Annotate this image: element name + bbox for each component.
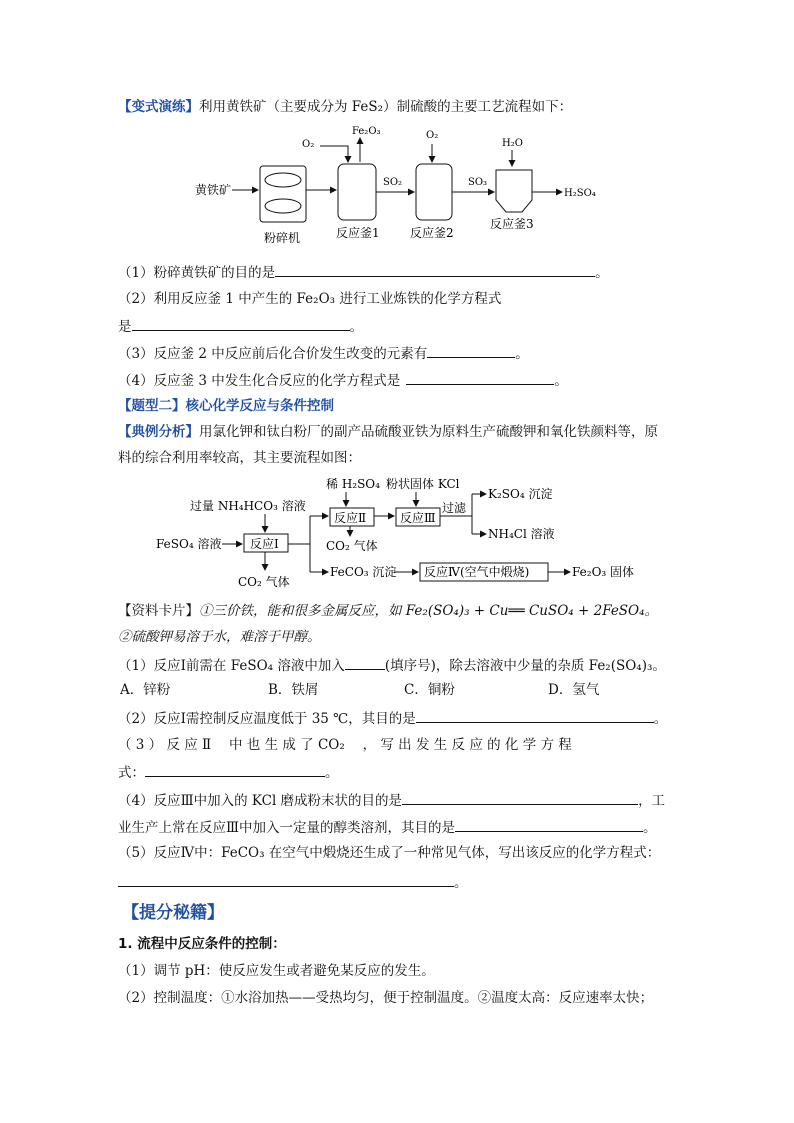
type2-q4a-end: ，工 bbox=[638, 793, 666, 809]
card-line-2: ②硫酸钾易溶于水，难溶于甲醇。 bbox=[118, 629, 321, 645]
so3-label: SO₃ bbox=[468, 177, 488, 188]
variant-q4-end: 。 bbox=[554, 373, 568, 389]
type2-q1-text-b: (填序号)，除去溶液中少量的杂质 Fe₂(SO₄)₃。 bbox=[384, 658, 666, 674]
type2-q4a-text: （4）反应Ⅲ中加入的 KCl 磨成粉末状的目的是 bbox=[118, 793, 403, 809]
option-a[interactable]: A．锌粉 bbox=[120, 682, 171, 698]
card-line-1 bbox=[118, 602, 658, 620]
type2-q3a: （ 3 ） 反 应 Ⅱ 中 也 生 成 了 CO₂ ， 写 出 发 生 反 应 的 化 学 方 程 bbox=[118, 737, 572, 753]
o2-label-2: O₂ bbox=[426, 130, 439, 141]
type2-q3b bbox=[118, 762, 339, 782]
variant-q4-text: （4）反应釜 3 中发生化合反应的化学方程式是 bbox=[118, 373, 401, 389]
type2-q2-text: （2）反应Ⅰ需控制反应温度低于 35 ℃，其目的是 bbox=[118, 711, 416, 727]
variant-q3 bbox=[118, 343, 529, 363]
fe2o3-solid-label: Fe₂O₃ 固体 bbox=[572, 565, 635, 579]
answer-blank[interactable] bbox=[455, 817, 643, 832]
card-text-1: ①三价铁，能和很多金属反应，如 Fe₂(SO₄)₃ + Cu══ CuSO₄ + 2FeSO₄。 bbox=[199, 603, 659, 619]
tips-p2: （2）控制温度：①水浴加热——受热均匀，便于控制温度。②温度太高：反应速率太快； bbox=[118, 990, 654, 1006]
variant-q1 bbox=[118, 262, 609, 282]
type2-q4b-end: 。 bbox=[643, 820, 657, 836]
reaction1-label: 反应Ⅰ bbox=[250, 537, 279, 551]
example-tag: 【典例分析】 bbox=[118, 424, 199, 440]
crusher-label: 粉碎机 bbox=[264, 231, 301, 245]
variant-q2b bbox=[118, 316, 363, 336]
k2so4-process-diagram bbox=[150, 470, 650, 595]
nh4hco3-label: 过量 NH₄HCO₃ 溶液 bbox=[190, 499, 306, 513]
kettle2-label: 反应釜2 bbox=[410, 226, 454, 240]
variant-intro-text: 利用黄铁矿（主要成分为 FeS₂）制硫酸的主要工艺流程如下： bbox=[199, 99, 573, 115]
pyrite-process-diagram bbox=[190, 122, 610, 252]
kcl-label: 粉状固体 KCl bbox=[386, 477, 460, 491]
variant-q4 bbox=[118, 370, 568, 390]
type2-q5-blank-line bbox=[118, 872, 468, 892]
co2-label-2: CO₂ 气体 bbox=[326, 539, 378, 553]
crusher-box bbox=[260, 166, 306, 222]
variant-q2a: （2）利用反应釜 1 中产生的 Fe₂O₃ 进行工业炼铁的化学方程式 bbox=[118, 291, 502, 307]
reaction2-label: 反应Ⅱ bbox=[334, 511, 367, 525]
filter-label: 过滤 bbox=[442, 501, 467, 515]
h2o-label: H₂O bbox=[502, 138, 523, 149]
type2-q5-end: 。 bbox=[454, 875, 468, 891]
example-line-1 bbox=[118, 423, 658, 441]
fe2o3-label: Fe₂O₃ bbox=[352, 126, 381, 137]
feco3-label: FeCO₃ 沉淀 bbox=[330, 565, 397, 579]
type2-q2-end: 。 bbox=[653, 711, 668, 727]
nh4cl-label: NH₄Cl 溶液 bbox=[488, 527, 555, 541]
kettle3-label: 反应釜3 bbox=[490, 217, 534, 231]
kettle2-box bbox=[416, 164, 452, 220]
type2-q3-end: 。 bbox=[325, 765, 339, 781]
option-d[interactable]: D．氢气 bbox=[548, 682, 600, 698]
tips-p1: （1）调节 pH：使反应发生或者避免某反应的发生。 bbox=[118, 963, 435, 979]
kettle3-shape bbox=[496, 170, 532, 212]
option-c[interactable]: C．铜粉 bbox=[404, 682, 455, 698]
reaction3-label: 反应Ⅲ bbox=[400, 511, 436, 525]
type2-q1 bbox=[118, 655, 666, 675]
tips-title: 【提分秘籍】 bbox=[122, 903, 224, 923]
variant-q1-end: 。 bbox=[595, 265, 609, 281]
type2-q1-text: （1）反应Ⅰ前需在 FeSO₄ 溶液中加入 bbox=[118, 658, 345, 674]
type2-heading: 【题型二】核心化学反应与条件控制 bbox=[118, 398, 334, 414]
h2so4-label: 稀 H₂SO₄ bbox=[326, 477, 380, 491]
type2-q4b bbox=[118, 817, 657, 837]
card-tag: 【资料卡片】 bbox=[118, 603, 199, 619]
answer-blank[interactable] bbox=[145, 762, 325, 777]
variant-intro bbox=[118, 98, 572, 116]
h2so4-label: H₂SO₄ bbox=[564, 188, 596, 199]
type2-q4b-text: 业生产上常在反应Ⅲ中加入一定量的醇类溶剂，其目的是 bbox=[118, 820, 456, 836]
type2-q2 bbox=[118, 708, 667, 728]
answer-blank[interactable] bbox=[132, 316, 350, 331]
feso4-label: FeSO₄ 溶液 bbox=[156, 537, 222, 551]
variant-q2b-text: 是 bbox=[118, 319, 132, 335]
pyrite-label: 黄铁矿 bbox=[195, 183, 232, 197]
answer-blank[interactable] bbox=[345, 655, 385, 670]
example-line-2: 料的综合利用率较高，其主要流程如图： bbox=[118, 450, 361, 466]
option-b[interactable]: B．铁屑 bbox=[268, 682, 319, 698]
type2-q3b-text: 式： bbox=[118, 765, 145, 781]
o2-label-1: O₂ bbox=[302, 139, 315, 150]
variant-q1-text: （1）粉碎黄铁矿的目的是 bbox=[118, 265, 276, 281]
answer-blank[interactable] bbox=[118, 872, 454, 887]
reaction4-label: 反应Ⅳ(空气中煅烧) bbox=[424, 565, 530, 579]
co2-label-1: CO₂ 气体 bbox=[238, 575, 290, 589]
answer-blank[interactable] bbox=[416, 708, 654, 723]
k2so4-label: K₂SO₄ 沉淀 bbox=[488, 487, 553, 501]
so2-label: SO₂ bbox=[383, 177, 403, 188]
answer-blank[interactable] bbox=[402, 790, 638, 805]
type2-q5: （5）反应Ⅳ中：FeCO₃ 在空气中煅烧还生成了一种常见气体，写出该反应的化学方程式： bbox=[118, 845, 661, 861]
kettle1-label: 反应釜1 bbox=[336, 226, 380, 240]
answer-blank[interactable] bbox=[275, 262, 595, 277]
tips-heading-1: 1. 流程中反应条件的控制： bbox=[118, 936, 286, 952]
answer-blank[interactable] bbox=[406, 370, 554, 385]
variant-q2-end: 。 bbox=[349, 319, 363, 335]
variant-tag: 【变式演练】 bbox=[118, 99, 199, 115]
type2-q4a bbox=[118, 790, 665, 810]
variant-q3-end: 。 bbox=[515, 346, 529, 362]
example-text-1: 用氯化钾和钛白粉厂的副产品硫酸亚铁为原料生产硫酸钾和氧化铁颜料等，原 bbox=[199, 424, 658, 440]
answer-blank[interactable] bbox=[427, 343, 515, 358]
kettle1-box bbox=[338, 164, 376, 220]
variant-q3-text: （3）反应釜 2 中反应前后化合价发生改变的元素有 bbox=[118, 346, 428, 362]
